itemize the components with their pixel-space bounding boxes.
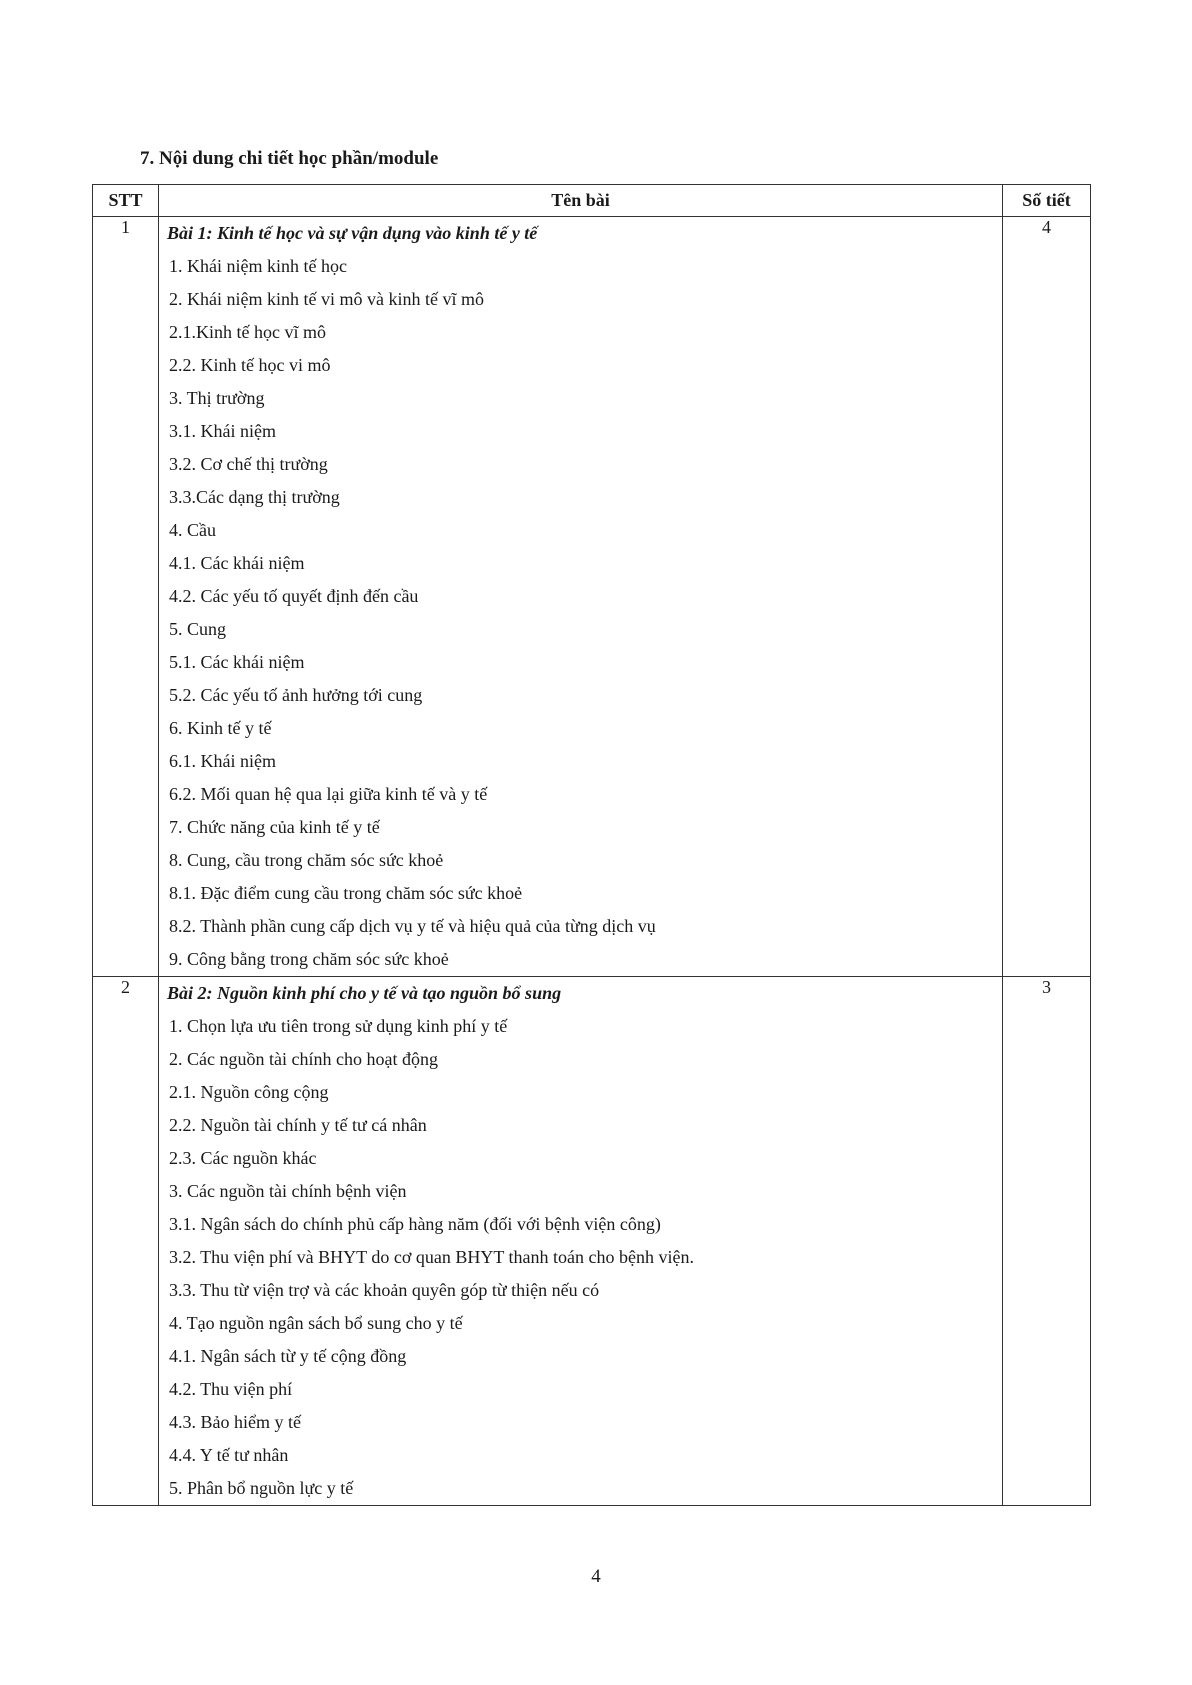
header-lesson-name: Tên bài (159, 185, 1003, 217)
list-item: 2. Các nguồn tài chính cho hoạt động (169, 1049, 438, 1069)
list-item: 6.1. Khái niệm (169, 751, 276, 771)
lesson-title: Bài 2: Nguồn kinh phí cho y tế và tạo nguồn bổ sung (167, 983, 562, 1003)
list-item: 8.2. Thành phần cung cấp dịch vụ y tế và hiệu quả của từng dịch vụ (169, 916, 656, 936)
lesson-title: Bài 1: Kinh tế học và sự vận dụng vào kinh tế y tế (167, 223, 538, 243)
list-item: 2. Khái niệm kinh tế vi mô và kinh tế vĩ mô (169, 289, 484, 309)
list-item: 4.2. Thu viện phí (169, 1379, 293, 1399)
list-item: 8. Cung, cầu trong chăm sóc sức khoẻ (169, 850, 444, 870)
list-item: 5. Cung (169, 619, 227, 639)
list-item: 9. Công bằng trong chăm sóc sức khoẻ (169, 949, 449, 969)
list-item: 6. Kinh tế y tế (169, 718, 272, 738)
section-title: 7. Nội dung chi tiết học phần/module (140, 148, 439, 169)
list-item: 2.1. Nguồn công cộng (169, 1082, 329, 1102)
list-item: 2.2. Nguồn tài chính y tế tư cá nhân (169, 1115, 427, 1135)
list-item: 5.1. Các khái niệm (169, 652, 305, 672)
list-item: 3.1. Khái niệm (169, 421, 276, 441)
header-stt: STT (93, 185, 159, 217)
list-item: 4. Cầu (169, 520, 216, 540)
list-item: 8.1. Đặc điểm cung cầu trong chăm sóc sức khoẻ (169, 883, 523, 903)
table-row (93, 977, 1091, 1506)
table-row (93, 217, 1091, 977)
lesson-content (159, 977, 1003, 1506)
lesson-hours: 4 (1003, 217, 1091, 977)
list-item: 3.2. Cơ chế thị trường (169, 454, 328, 474)
list-item: 1. Chọn lựa ưu tiên trong sử dụng kinh phí y tế (169, 1016, 508, 1036)
lesson-content (159, 217, 1003, 977)
list-item: 4.4. Y tế tư nhân (169, 1445, 289, 1465)
list-item: 3.3.Các dạng thị trường (169, 487, 340, 507)
list-item: 4. Tạo nguồn ngân sách bổ sung cho y tế (169, 1313, 463, 1333)
list-item: 4.3. Bảo hiểm y tế (169, 1412, 301, 1432)
list-item: 2.3. Các nguồn khác (169, 1148, 317, 1168)
list-item: 2.2. Kinh tế học vi mô (169, 355, 331, 375)
page-number: 4 (591, 1566, 601, 1587)
lesson-number: 2 (93, 977, 159, 1506)
list-item: 2.1.Kinh tế học vĩ mô (169, 322, 326, 342)
syllabus-table (92, 184, 1091, 1506)
list-item: 3. Thị trường (169, 388, 265, 408)
list-item: 6.2. Mối quan hệ qua lại giữa kinh tế và y tế (169, 784, 488, 804)
list-item: 3.2. Thu viện phí và BHYT do cơ quan BHYT thanh toán cho bệnh viện. (169, 1247, 694, 1267)
table-body (93, 217, 1091, 1506)
list-item: 1. Khái niệm kinh tế học (169, 256, 347, 276)
list-item: 3.3. Thu từ viện trợ và các khoản quyên góp từ thiện nếu có (169, 1280, 600, 1300)
list-item: 7. Chức năng của kinh tế y tế (169, 817, 380, 837)
header-hours: Số tiết (1003, 185, 1091, 217)
lesson-number: 1 (93, 217, 159, 977)
list-item: 3.1. Ngân sách do chính phủ cấp hàng năm (đối với bệnh viện công) (169, 1214, 661, 1234)
list-item: 4.1. Các khái niệm (169, 553, 305, 573)
list-item: 4.1. Ngân sách từ y tế cộng đồng (169, 1346, 407, 1366)
list-item: 5. Phân bổ nguồn lực y tế (169, 1478, 354, 1498)
list-item: 5.2. Các yếu tố ảnh hưởng tới cung (169, 685, 423, 705)
lesson-hours: 3 (1003, 977, 1091, 1506)
list-item: 4.2. Các yếu tố quyết định đến cầu (169, 586, 419, 606)
table-header-row (93, 185, 1091, 217)
list-item: 3. Các nguồn tài chính bệnh viện (169, 1181, 407, 1201)
